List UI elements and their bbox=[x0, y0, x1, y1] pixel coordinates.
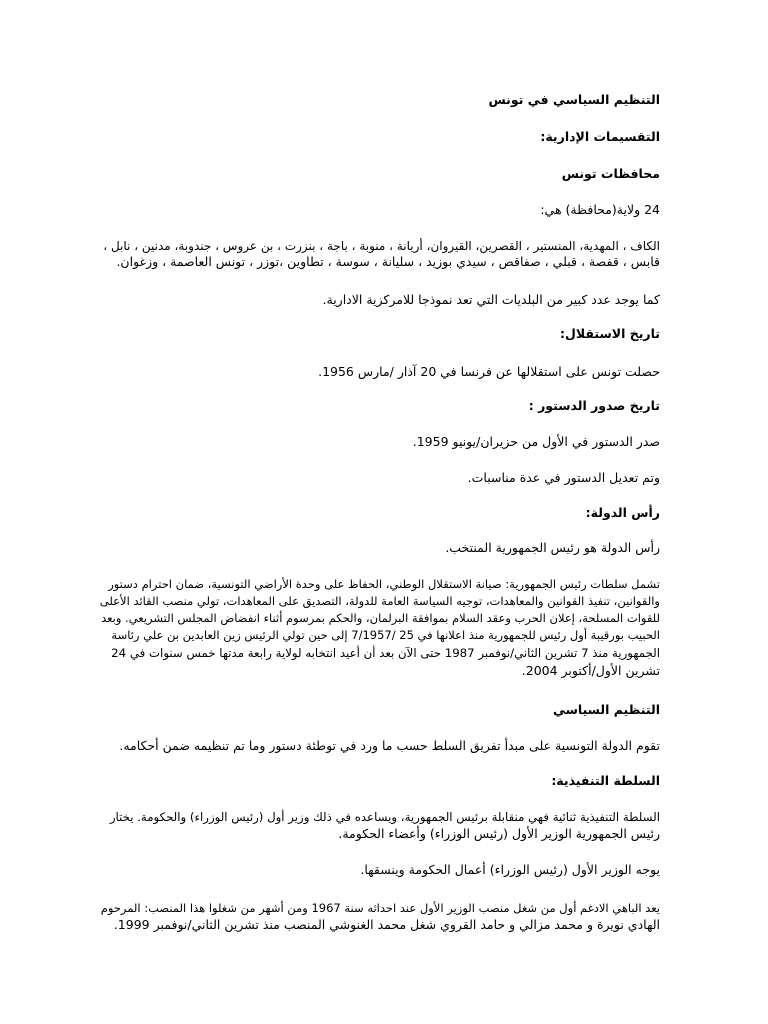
paragraph-executive-line-4: يعد الباهي الادغم أول من شغل منصب الوزير الأول عند احداثه سنة 1967 ومن أشهر من شغلوا هذا المنصب: المرحوم bbox=[100, 901, 660, 915]
paragraph-head-of-state: رأس الدولة هو رئيس الجمهورية المنتخب. bbox=[445, 540, 660, 555]
heading-administrative-divisions: التقسيمات الإدارية: bbox=[540, 129, 660, 144]
paragraph-constitution-2: وتم تعديل الدستور في عدة مناسبات. bbox=[467, 470, 660, 485]
heading-governorates: محافظات تونس bbox=[561, 166, 660, 181]
paragraph-governorate-count: 24 ولاية(محافظة) هي: bbox=[540, 202, 660, 217]
paragraph-executive-line-2: رئيس الجمهورية الوزير الأول (رئيس الوزراء) وأعضاء الحكومة. bbox=[338, 826, 660, 841]
paragraph-president-powers-line-3: للقوات المسلحة، إعلان الحرب وعقد السلام بموافقة البرلمان، والحكم بمرسوم أثناء انفضاض المجلس التشريعي. وبعد bbox=[101, 611, 660, 625]
paragraph-municipalities: كما يوجد عدد كبير من البلديات التي تعد نموذجا للامركزية الادارية. bbox=[322, 292, 660, 307]
paragraph-governorate-list-line-2: قابس ، قفصة ، قبلي ، صفاقص ، سيدي بوزيد ، سليانة ، سوسة ، تطاوين ،توزر ، تونس العاصمة ، وزغوان. bbox=[116, 254, 660, 269]
paragraph-executive-line-1: السلطة التنفيذية ثنائية فهي منقابلة برئيس الجمهورية، ويساعده في ذلك وزير أول (رئيس الوزراء) والحكومة. يختار bbox=[109, 810, 660, 824]
paragraph-executive-line-5: الهادي نويرة و محمد مزالي و حامد القروي شغل محمد الغنوشي المنصب منذ تشرين الثاني/نوفمبر 1999. bbox=[113, 917, 660, 932]
paragraph-president-powers-line-5: الجمهورية منذ 7 تشرين الثاني/نوفمبر 1987 حتى الآن بعد أن أعيد انتخابه لولاية رابعة مدتها خمس سنوات في 24 bbox=[111, 646, 660, 660]
paragraph-political-organization: تقوم الدولة التونسية على مبدأ تفريق السلط حسب ما ورد في توطئة دستور وما تم تنظيمه ضمن أحكامه. bbox=[119, 738, 660, 753]
paragraph-independence: حصلت تونس على استقلالها عن فرنسا في 20 آذار /مارس 1956. bbox=[318, 364, 660, 379]
paragraph-president-powers-line-1: تشمل سلطات رئيس الجمهورية: صيانة الاستقلال الوطني، الحفاظ على وحدة الأراضي التونسية، ضمان احترام دستور bbox=[108, 577, 660, 591]
heading-head-of-state: رأس الدولة: bbox=[585, 505, 660, 520]
paragraph-president-powers-line-4: الحبيب بورقيبة أول رئيس للجمهورية منذ اعلانها في 25 /7/1957 إلى حين تولي الرئيس زين العابدين بن علي رئاسة bbox=[111, 628, 660, 642]
heading-constitution: تاريخ صدور الدستور : bbox=[528, 398, 660, 413]
heading-executive-authority: السلطة التنفيذية: bbox=[551, 773, 660, 788]
heading-independence: تاريخ الاستقلال: bbox=[560, 326, 660, 341]
heading-political-organization: التنظيم السياسي bbox=[552, 702, 660, 717]
paragraph-constitution-1: صدر الدستور في الأول من حزيران/يونيو 1959. bbox=[412, 434, 660, 449]
paragraph-executive-line-3: يوجه الوزير الأول (رئيس الوزراء) أعمال الحكومة وينسقها. bbox=[360, 862, 660, 877]
paragraph-governorate-list-line-1: الكاف ، المهدية، المنستير ، القصرين، القيروان، أريانة ، منوبة ، باجة ، بنزرت ، بن عروس ، جندوبة، مدنين ، نابل ، bbox=[103, 239, 660, 253]
paragraph-president-powers-line-2: والقوانين، تنفيذ القوانين والمعاهدات، توجيه السياسة العامة للدولة، التصديق على المعاهدات، تولي منصب القائد الأعلى bbox=[99, 594, 660, 608]
paragraph-president-powers-line-6: تشرين الأول/أكتوبر 2004. bbox=[521, 663, 660, 678]
document-title: التنظيم السياسي في تونس bbox=[488, 92, 660, 107]
